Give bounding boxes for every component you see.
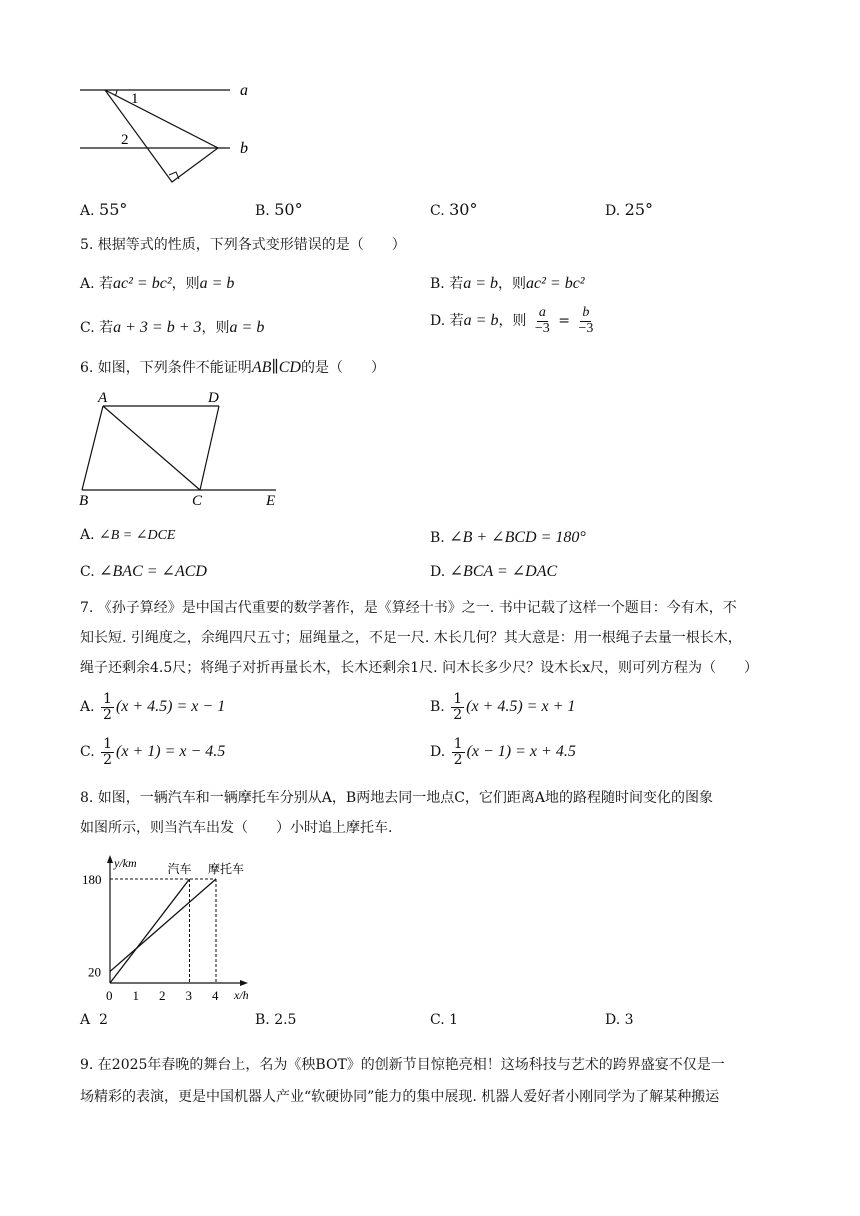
- x-tick-1: 1: [132, 988, 139, 1003]
- q7-c-fraction: $\frac{1}{2}$: [103, 736, 113, 768]
- q5-stem: 5. 根据等式的性质，下列各式变形错误的是（ ）: [80, 237, 406, 253]
- q8-option-b: B. 2.5: [255, 1012, 297, 1028]
- q8-labels: [82, 856, 249, 1003]
- q4-label-a: a: [240, 82, 248, 99]
- q8-stem: [80, 783, 782, 843]
- q7-d-fraction: $\frac{1}{2}$: [453, 736, 463, 768]
- q9-line-1: 9. 在2025年春晚的舞台上，名为《秧BOT》的创新节目惊艳亮相！这场科技与艺术的跨界盛宴不仅是一: [80, 1057, 725, 1073]
- y-tick-180: 180: [82, 872, 102, 887]
- x-tick-2: 2: [159, 988, 166, 1003]
- q4-label-b: b: [240, 140, 248, 157]
- q5-option-a: A. 若ac² = bc²，则a = b: [80, 275, 235, 292]
- q7-b-fraction: $\frac{1}{2}$: [453, 691, 463, 723]
- q4-option-c: C. 30°: [430, 200, 478, 219]
- q4-figure: [70, 80, 270, 190]
- q5-option-c: C. 若a + 3 = b + 3，则a = b: [80, 319, 265, 336]
- q6-figure: [76, 392, 296, 512]
- x-axis-label: x/h: [234, 988, 249, 1002]
- q8-line-2: 如图所示，则当汽车出发（ ）小时追上摩托车.: [80, 820, 393, 836]
- series-line-moto: [110, 879, 216, 971]
- q9-line-2: 场精彩的表演，更是中国机器人产业“软硬协同”能力的集中展现. 机器人爱好者小刚同学为了解某种搬运: [80, 1089, 720, 1105]
- q7-line-3: 绳子还剩余4.5尺；将绳子对折再量长木，长木还剩余1尺. 问木长多少尺？设木长x尺，则可列方程为（ ）: [80, 660, 758, 676]
- label-moto: 摩托车: [208, 862, 245, 876]
- q8-option-a: A 2: [80, 1012, 108, 1028]
- q7-option-c: C. $\frac{1}{2}$ (x + 1) = x − 4.5: [80, 736, 226, 768]
- q7-option-b: B. $\frac{1}{2}$ (x + 4.5) = x + 1: [430, 691, 576, 723]
- segment-ac: [103, 406, 200, 490]
- q4-option-a: A. 55°: [80, 200, 128, 219]
- label-car: 汽车: [167, 862, 192, 876]
- q5-option-b: B. 若a = b，则ac² = bc²: [430, 275, 585, 292]
- x-tick-0: 0: [106, 988, 113, 1003]
- q8-option-d: D. 3: [605, 1012, 634, 1028]
- q6-label-B: B: [79, 493, 89, 509]
- q5-option-d: D. 若a = b，则 $\frac{a}{-3}$ = $\frac{b}{-3}$: [430, 305, 594, 336]
- segment-ab: [82, 406, 103, 490]
- q6-option-b: B. ∠B + ∠BCD = 180°: [430, 529, 586, 546]
- q6-label-A: A: [98, 390, 108, 406]
- x-tick-3: 3: [185, 988, 192, 1003]
- q8-line-1: 8. 如图，一辆汽车和一辆摩托车分别从A，B两地去同一地点C，它们距离A地的路程随时间变化的图象: [80, 790, 714, 806]
- q8-lines: [110, 879, 216, 983]
- q7-option-a: A. $\frac{1}{2}$ (x + 4.5) = x − 1: [80, 691, 226, 723]
- q4-option-b: B. 50°: [255, 200, 303, 219]
- q6-option-c: C. ∠BAC = ∠ACD: [80, 563, 207, 580]
- q8-option-c: C. 1: [430, 1012, 459, 1028]
- x-axis-arrow: [240, 980, 248, 986]
- q9-stem: [80, 1049, 782, 1113]
- q8-chart: [80, 853, 280, 1003]
- q6-stem: 6. 如图，下列条件不能证明AB∥CD的是（ ）: [80, 359, 385, 376]
- q7-line-2: 知长短. 引绳度之，余绳四尺五寸；屈绳量之，不足一尺. 木长几何？其大意是：用一根绳子去量一根长木，: [80, 630, 742, 646]
- q4-angle-arc: [115, 90, 117, 96]
- q7-line-1: 7. 《孙子算经》是中国古代重要的数学著作，是《算经十书》之一. 书中记载了这样一个题目：今有木，不: [80, 600, 737, 616]
- q4-label-2: 2: [121, 132, 129, 148]
- y-axis-arrow: [107, 855, 113, 863]
- q6-option-a: A. ∠B = ∠DCE: [80, 527, 176, 543]
- q7-a-fraction: $\frac{1}{2}$: [103, 691, 112, 723]
- y-tick-20: 20: [88, 964, 101, 980]
- y-axis-label: y/km: [114, 856, 137, 870]
- q4-option-d: D. 25°: [605, 200, 653, 219]
- x-tick-4: 4: [212, 988, 219, 1003]
- q5-d-fraction-2: $\frac{b}{-3}$: [578, 305, 594, 336]
- q7-option-d: D. $\frac{1}{2}$ (x − 1) = x + 4.5: [430, 736, 576, 768]
- q6-label-C: C: [192, 493, 203, 509]
- q4-label-1: 1: [131, 91, 139, 107]
- q5-d-fraction-1: $\frac{a}{-3}$: [534, 305, 550, 336]
- q6-label-E: E: [266, 493, 276, 509]
- segment-dc: [200, 406, 219, 490]
- q7-stem: [80, 593, 782, 683]
- series-line-car: [110, 879, 190, 983]
- q6-label-D: D: [208, 390, 219, 406]
- q6-option-d: D. ∠BCA = ∠DAC: [430, 563, 558, 580]
